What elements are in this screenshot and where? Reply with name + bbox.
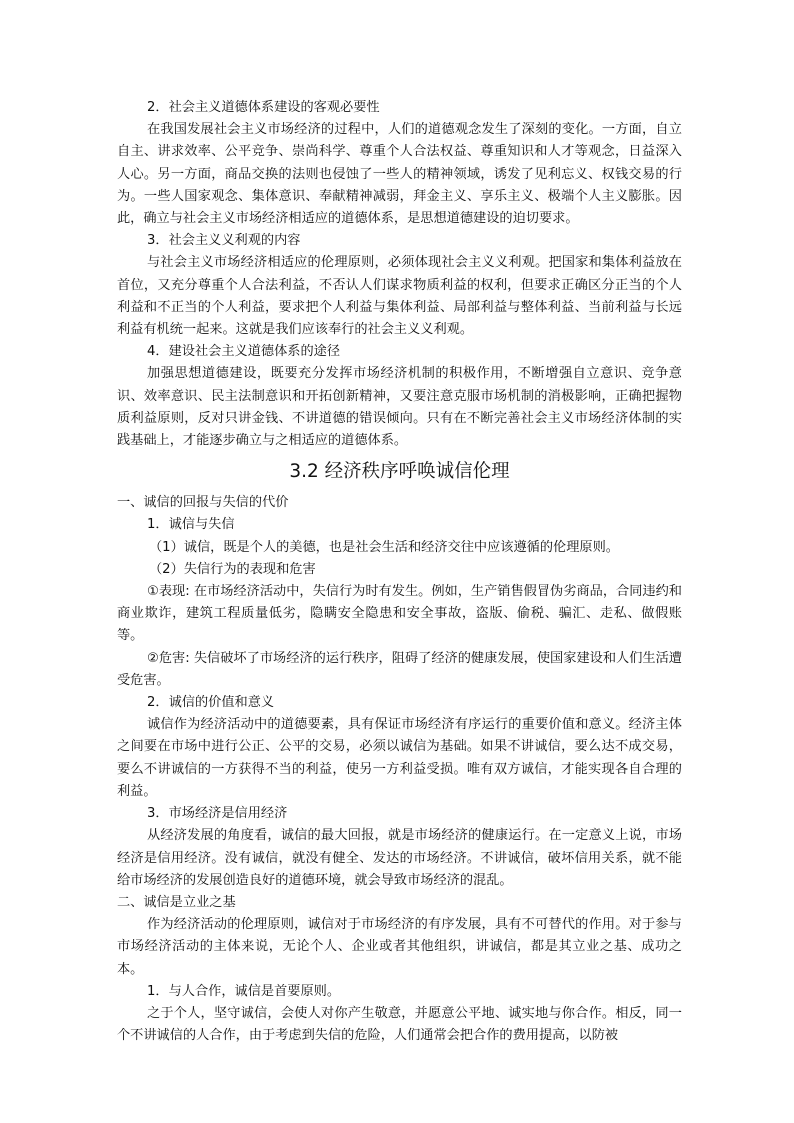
subheading-moral-system-necessity: 2．社会主义道德体系建设的客观必要性 [147,100,380,115]
heading-integrity-reward: 一、诚信的回报与失信的代价 [117,495,289,511]
paragraph-integrity-foundation: 作为经济活动的伦理原则，诚信对于市场经济的有序发展，具有不可替代的作用。对于参与市场经济活动的主体来说，无论个人、企业或者其他组织，讲诚信，都是其立业之基、成功之本。 [117,917,682,977]
paragraph-cooperation: 之于个人，坚守诚信，会使人对你产生敬意，并愿意公平地、诚实地与你合作。相反，同一个不讲诚信的人合作，由于考虑到失信的危险，人们通常会把合作的费用提高，以防被 [117,1005,682,1044]
paragraph-dishonesty-forms: ①表现: 在市场经济活动中，失信行为时有发生。例如，生产销售假冒伪劣商品，合同违约和商业欺诈，建筑工程质量低劣，隐瞒安全隐患和安全事故，盗版、偷税、骗汇、走私、做假账等。 [117,584,682,644]
heading-integrity-foundation: 二、诚信是立业之基 [117,894,236,910]
paragraph-dishonesty-harm: ②危害: 失信破坏了市场经济的运行秩序，阻碍了经济的健康发展，使国家建设和人们生活遭受危害。 [117,650,682,688]
subheading-integrity-value: 2．诚信的价值和意义 [147,695,275,711]
paragraph-integrity-definition: （1）诚信，既是个人的美德，也是社会生活和经济交往中应该遵循的伦理原则。 [149,539,619,555]
subheading-integrity-and-dishonesty: 1．诚信与失信 [147,517,235,533]
paragraph-credit-economy: 从经济发展的角度看，诚信的最大回报，就是市场经济的健康运行。在一定意义上说，市场经济是信用经济。没有诚信，就没有健全、发达的市场经济。不讲诚信，破坏信用关系，就不能给市场经济的发展创造良好的道德环境，就会导致市场经济的混乱。 [117,828,682,888]
paragraph-righteousness-profit: 与社会主义市场经济相适应的伦理原则，必须体现社会主义义利观。把国家和集体利益放在首位，又充分尊重个人合法利益，不否认人们谋求物质利益的权利，但要求正确区分正当的个人利益和不正当的个人利益，要求把个人利益与集体利益、局部利益与整体利益、当前利益与长远利益有机统一起来。这就是我们应该奉行的社会主义义利观。 [117,255,682,338]
subheading-credit-economy: 3．市场经济是信用经济 [147,806,288,822]
paragraph-integrity-value: 诚信作为经济活动中的道德要素，具有保证市场经济有序运行的重要价值和意义。经济主体之间要在市场中进行公正、公平的交易，必须以诚信为基础。如果不讲诚信，要么达不成交易，要么不讲诚信的一方获得不当的利益，使另一方利益受损。唯有双方诚信，才能实现各自合理的利益。 [117,717,682,799]
paragraph-moral-change: 在我国发展社会主义市场经济的过程中，人们的道德观念发生了深刻的变化。一方面，自立自主、讲求效率、公平竞争、崇尚科学、尊重个人合法权益、尊重知识和人才等观念，日益深入人心。另一方面，商品交换的法则也侵蚀了一些人的精神领域，诱发了见利忘义、权钱交易的行为。一些人国家观念、集体意识、奉献精神减弱，拜金主义、享乐主义、极端个人主义膨胀。因此，确立与社会主义市场经济相适应的道德体系，是思想道德建设的迫切要求。 [117,122,682,227]
paragraph-moral-construction: 加强思想道德建设，既要充分发挥市场经济机制的积极作用，不断增强自立意识、竞争意识、效率意识、民主法制意识和开拓创新精神，又要注意克服市场机制的消极影响，正确把握物质利益原则，反对只讲金钱、不讲道德的错误倾向。只有在不断完善社会主义市场经济体制的实践基础上，才能逐步确立与之相适应的道德体系。 [117,366,682,449]
subheading-righteousness-profit-view: 3．社会主义义利观的内容 [147,233,301,249]
section-title: 3.2 经济秩序呼唤诚信伦理 [289,461,510,483]
document-page [117,97,682,1047]
paragraph-dishonesty-heading: （2）失信行为的表现和危害 [149,561,316,577]
subheading-cooperation: 1．与人合作，诚信是首要原则。 [147,983,341,999]
subheading-moral-system-path: 4．建设社会主义道德体系的途径 [147,344,341,360]
